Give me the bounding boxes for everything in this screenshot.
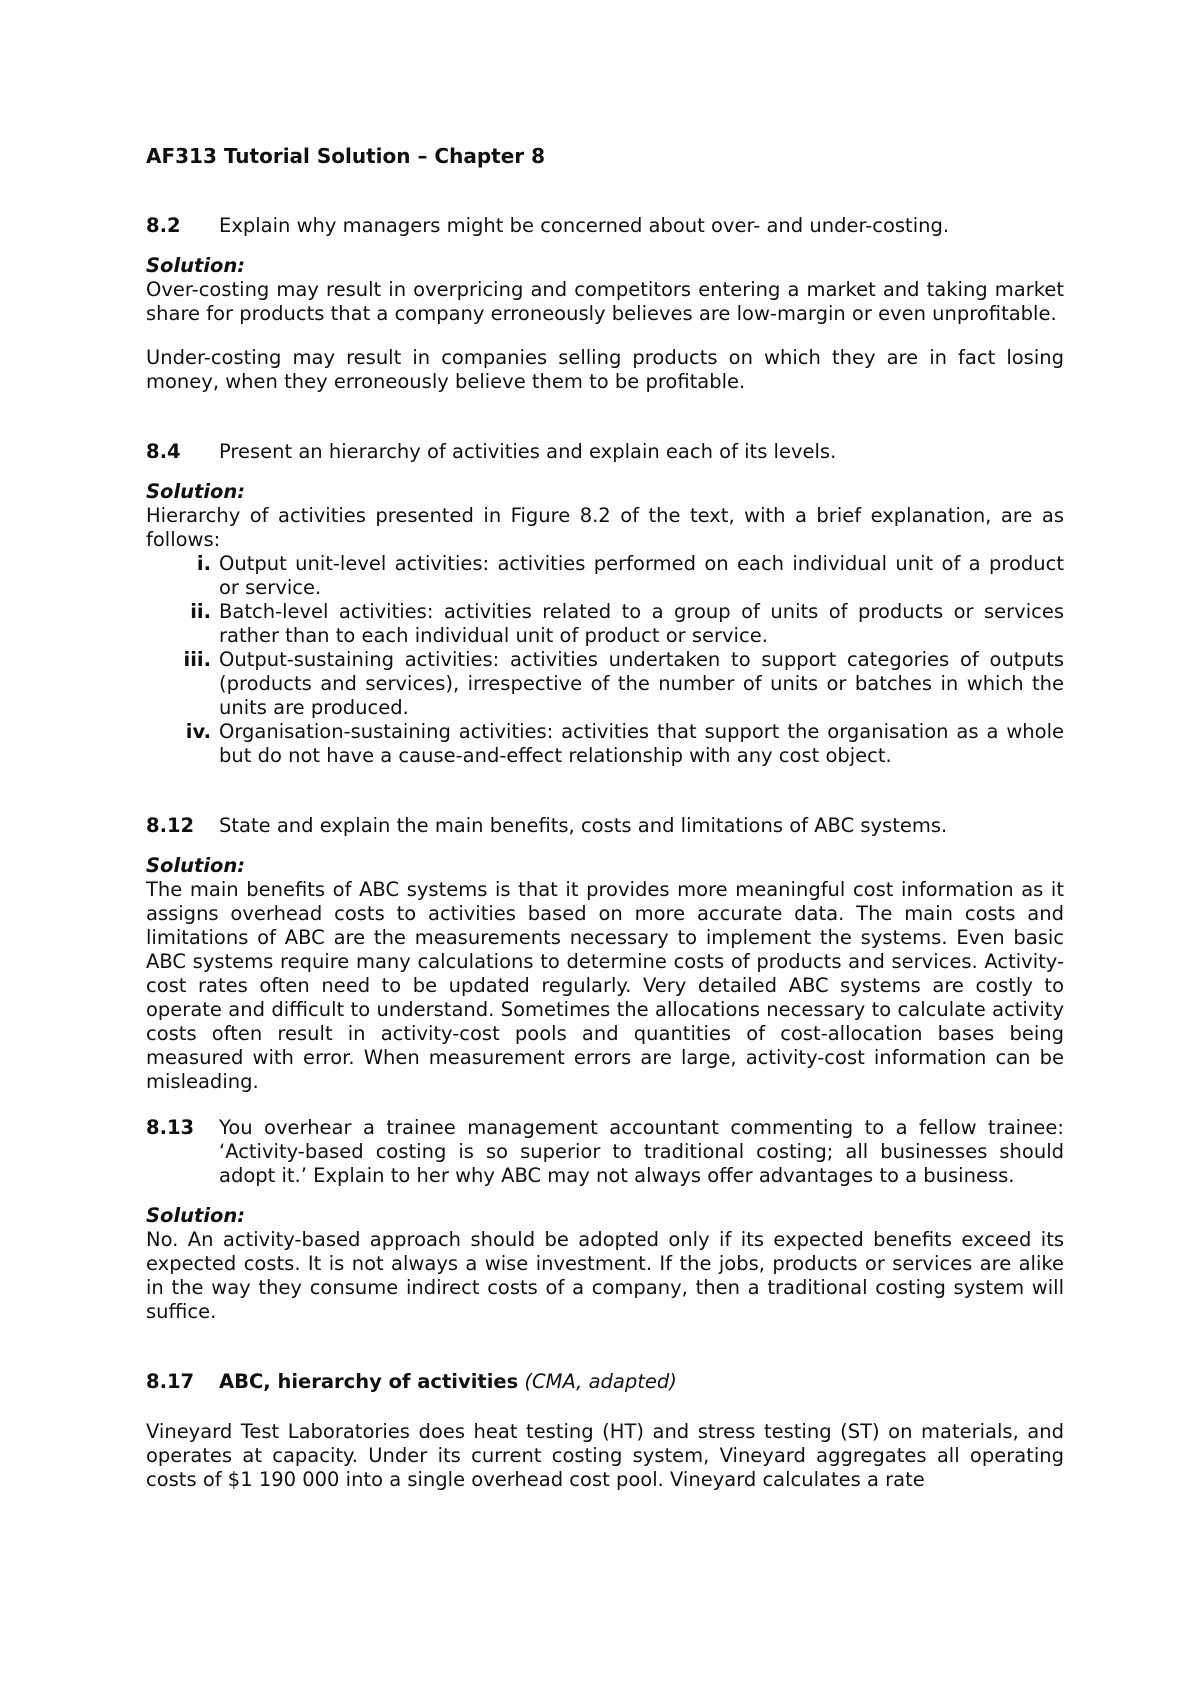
activity-hierarchy-list: [146, 552, 1064, 768]
list-item: [146, 720, 1064, 768]
question-number: 8.17: [146, 1370, 195, 1393]
answer-paragraph: No. An activity-based approach should be adopted only if its expected benefits exceed its expected costs. It is not always a wise investment. If the jobs, products or services are alike in the way they consume indirect costs of a company, then a traditional costing system will suffice.: [146, 1228, 1064, 1323]
solution-label: Solution:: [146, 854, 246, 877]
solution-label: Solution:: [146, 480, 246, 503]
question-heading: [219, 1370, 1064, 1394]
list-item-number: iii.: [183, 648, 211, 671]
question-heading-text: ABC, hierarchy of activities: [219, 1370, 519, 1393]
question-8-4: [146, 440, 1064, 464]
question-text: You overhear a trainee management accountant commenting to a fellow trainee: ‘Activity-based costing is so superior to traditional costing; all businesses should adopt it.’ Explain to her why ABC may not always offer advantages to a business.: [219, 1116, 1064, 1187]
list-item-text: Organisation-sustaining activities: activities that support the organisation as a whole but do not have a cause-and-effect relationship with any cost object.: [219, 720, 1064, 767]
question-number: 8.4: [146, 440, 181, 463]
question-text: Present an hierarchy of activities and explain each of its levels.: [219, 440, 837, 463]
list-item: [146, 648, 1064, 720]
list-item: [146, 600, 1064, 648]
question-number: 8.2: [146, 214, 181, 237]
solution-label: Solution:: [146, 1204, 246, 1227]
question-text: Explain why managers might be concerned about over- and under-costing.: [219, 214, 950, 237]
problem-text: Vineyard Test Laboratories does heat testing (HT) and stress testing (ST) on materials, and operates at capacity. Under its current costing system, Vineyard aggregates all operating costs of $1 190 000 into a single overhead cost pool. Vineyard calculates a rate: [146, 1420, 1064, 1491]
solution-label: Solution:: [146, 254, 246, 277]
question-8-12: [146, 814, 1064, 838]
list-item: [146, 552, 1064, 600]
list-item-text: Output-sustaining activities: activities undertaken to support categories of outputs (products and services), irrespective of the number of units or batches in which the units are produced.: [219, 648, 1064, 719]
list-item-text: Batch-level activities: activities related to a group of units of products or services rather than to each individual unit of product or service.: [219, 600, 1064, 647]
list-item-number: ii.: [190, 600, 211, 623]
question-number: 8.13: [146, 1116, 195, 1139]
answer-paragraph: Over-costing may result in overpricing and competitors entering a market and taking market share for products that a company erroneously believes are low-margin or even unprofitable.: [146, 278, 1064, 325]
list-item-number: i.: [196, 552, 211, 575]
question-8-17: [146, 1370, 1064, 1394]
question-source: (CMA, adapted): [524, 1370, 677, 1393]
list-item-number: iv.: [185, 720, 211, 743]
answer-paragraph: The main benefits of ABC systems is that it provides more meaningful cost information as it assigns overhead costs to activities based on more accurate data. The main costs and limitations of ABC are the measurements necessary to implement the systems. Even basic ABC systems require many calculations to determine costs of products and services. Activity-cost rates often need to be updated regularly. Very detailed ABC systems are costly to operate and difficult to understand. Sometimes the allocations necessary to calculate activity costs often result in activity-cost pools and quantities of cost-allocation bases being measured with error. When measurement errors are large, activity-cost information can be misleading.: [146, 878, 1064, 1093]
answer-paragraph: Under-costing may result in companies selling products on which they are in fact losing money, when they erroneously believe them to be profitable.: [146, 346, 1064, 393]
document-page: [146, 136, 1064, 1492]
question-8-2: [146, 214, 1064, 238]
question-8-13: [146, 1116, 1064, 1188]
question-text: State and explain the main benefits, costs and limitations of ABC systems.: [219, 814, 948, 837]
list-item-text: Output unit-level activities: activities performed on each individual unit of a product or service.: [219, 552, 1064, 599]
document-title: AF313 Tutorial Solution – Chapter 8: [146, 144, 546, 168]
question-number: 8.12: [146, 814, 195, 837]
answer-intro: Hierarchy of activities presented in Figure 8.2 of the text, with a brief explanation, are as follows:: [146, 504, 1064, 551]
